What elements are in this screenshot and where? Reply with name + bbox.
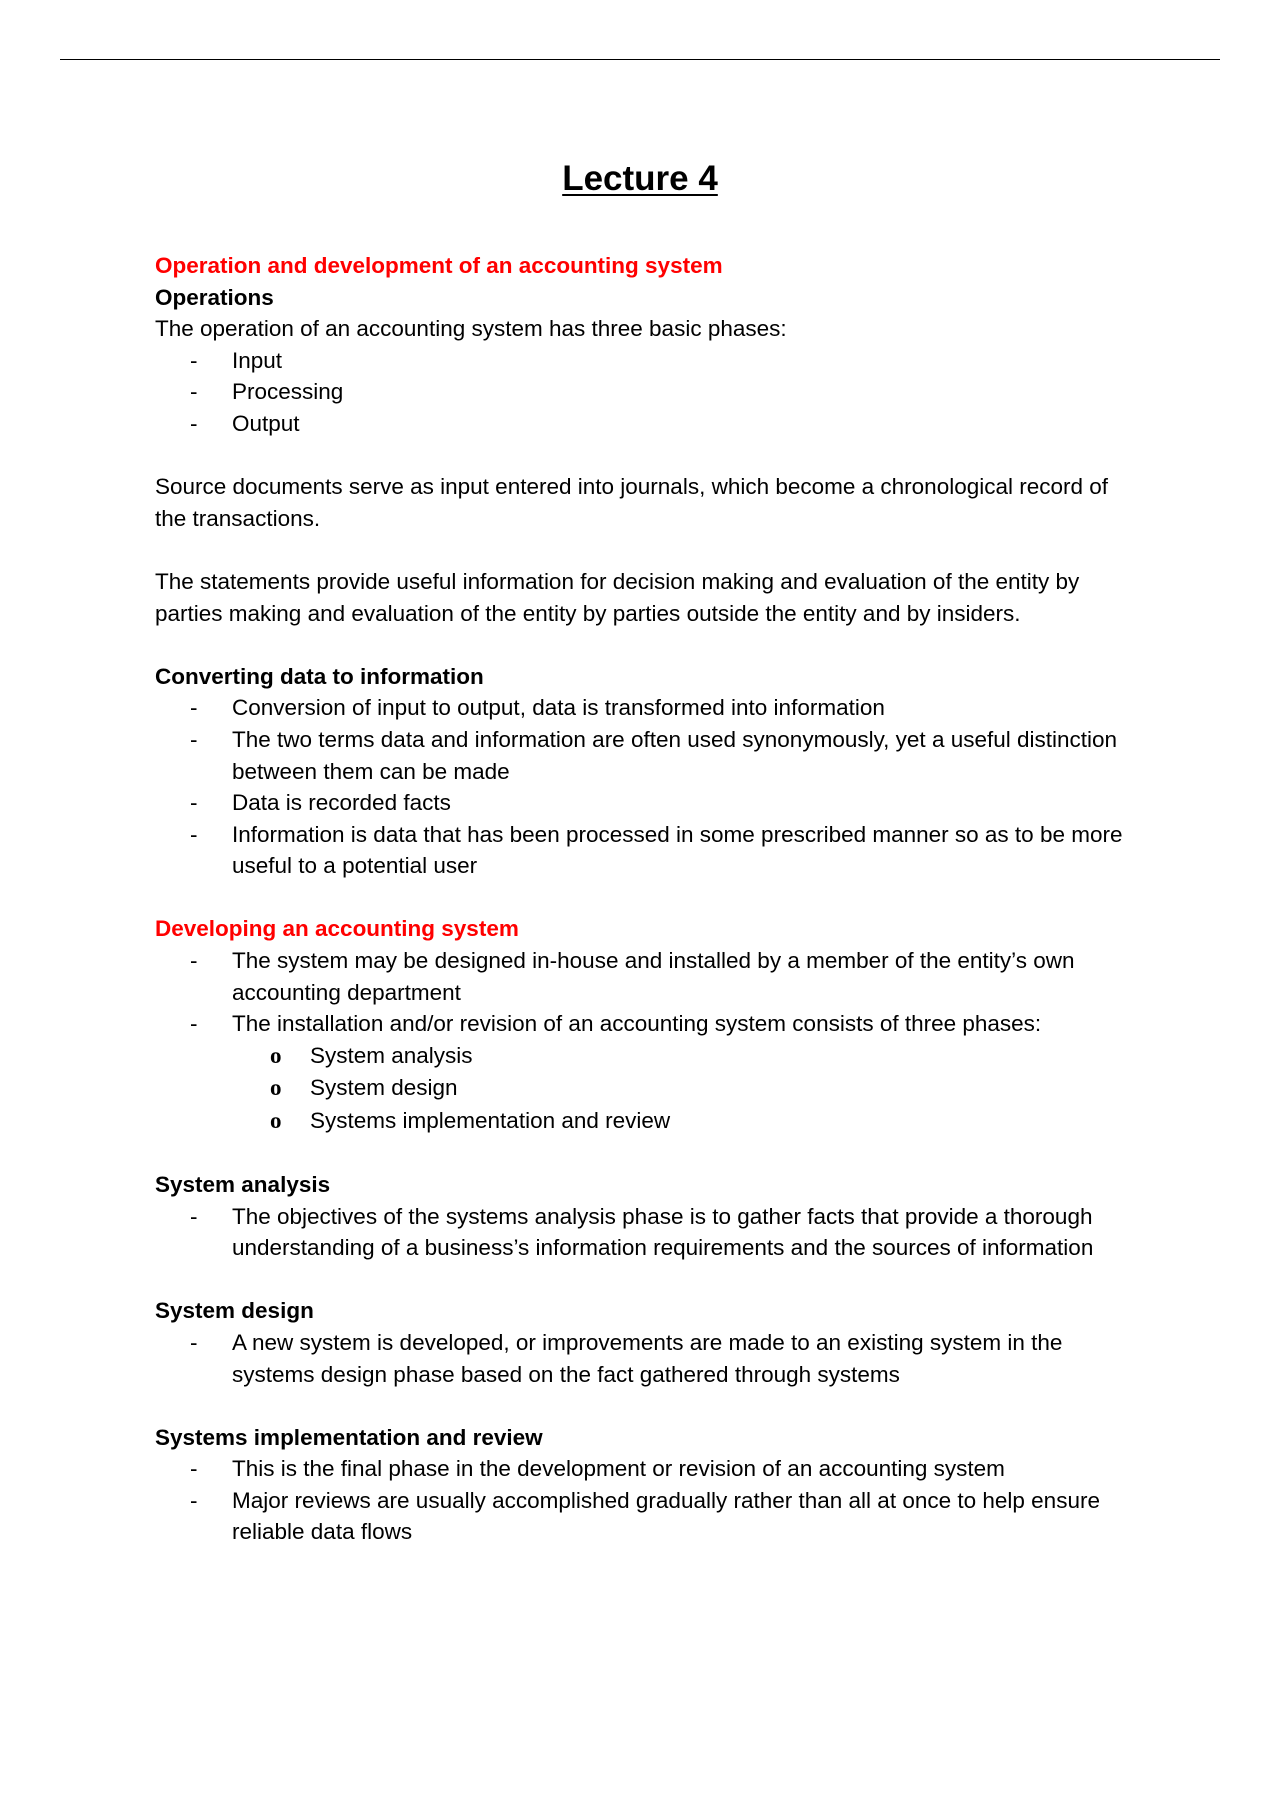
circle-bullet: o [270,1042,282,1068]
dash-bullet: - [190,1487,198,1513]
list-item: - Conversion of input to output, data is transformed into information [232,692,1130,724]
list-item: - Output [232,408,1130,440]
page-title: Lecture 4 [562,159,718,198]
dash-bullet: - [190,1456,198,1482]
converting-list [155,692,1130,882]
list-item: o System design [310,1072,1130,1105]
paragraph-source-documents: Source documents serve as input entered into journals, which become a chronological record of the transactions. [155,474,1109,531]
list-item: - The installation and/or revision of an accounting system consists of three phases: o System analysis o System design o Systems implementation and review [232,1008,1130,1137]
design-list [155,1327,1130,1390]
implementation-list [155,1453,1130,1548]
list-item: - The two terms data and information are often used synonymously, yet a useful distinction between them can be made [232,724,1130,787]
development-phases-list [232,1040,1130,1138]
list-item: o Systems implementation and review [310,1105,1130,1138]
dash-bullet: - [190,1329,198,1355]
list-item: - Major reviews are usually accomplished gradually rather than all at once to help ensure reliable data flows [232,1485,1130,1548]
list-item: - A new system is developed, or improvements are made to an existing system in the systems design phase based on the fact gathered through systems [232,1327,1130,1390]
operations-intro: The operation of an accounting system has three basic phases: [155,316,787,342]
list-item: - Input [232,345,1130,377]
dash-bullet: - [190,1011,198,1037]
dash-bullet: - [190,1203,198,1229]
list-item: o System analysis [310,1040,1130,1073]
subheading-implementation: Systems implementation and review [155,1424,543,1450]
paragraph-statements: The statements provide useful information for decision making and evaluation of the entity by parties making and evaluation of the entity by parties outside the entity and by insiders. [155,568,1080,626]
dash-bullet: - [190,410,198,436]
section-heading-developing: Developing an accounting system [155,916,519,942]
developing-list [155,945,1130,1137]
document-body [155,250,1130,1548]
analysis-list [155,1201,1130,1264]
circle-bullet: o [270,1107,282,1133]
subheading-converting: Converting data to information [155,663,484,689]
section-heading-operation: Operation and development of an accounting system [155,253,723,278]
dash-bullet: - [190,347,198,373]
circle-bullet: o [270,1075,282,1101]
list-item: - The objectives of the systems analysis phase is to gather facts that provide a thorough understanding of a business’s information requirements and the sources of information [232,1201,1130,1264]
list-item: - This is the final phase in the development or revision of an accounting system [232,1453,1130,1485]
list-item: - The system may be designed in-house and installed by a member of the entity’s own accounting department [232,945,1130,1008]
subheading-system-design: System design [155,1298,314,1324]
list-item: - Data is recorded facts [232,787,1130,819]
list-item: - Processing [232,376,1130,408]
dash-bullet: - [190,695,198,721]
dash-bullet: - [190,379,198,405]
subheading-operations: Operations [155,284,274,310]
dash-bullet: - [190,726,198,752]
dash-bullet: - [190,790,198,816]
header-rule [60,59,1220,60]
list-item: - Information is data that has been processed in some prescribed manner so as to be more useful to a potential user [232,819,1130,882]
dash-bullet: - [190,948,198,974]
phases-list [155,345,1130,440]
subheading-system-analysis: System analysis [155,1171,331,1197]
dash-bullet: - [190,821,198,847]
